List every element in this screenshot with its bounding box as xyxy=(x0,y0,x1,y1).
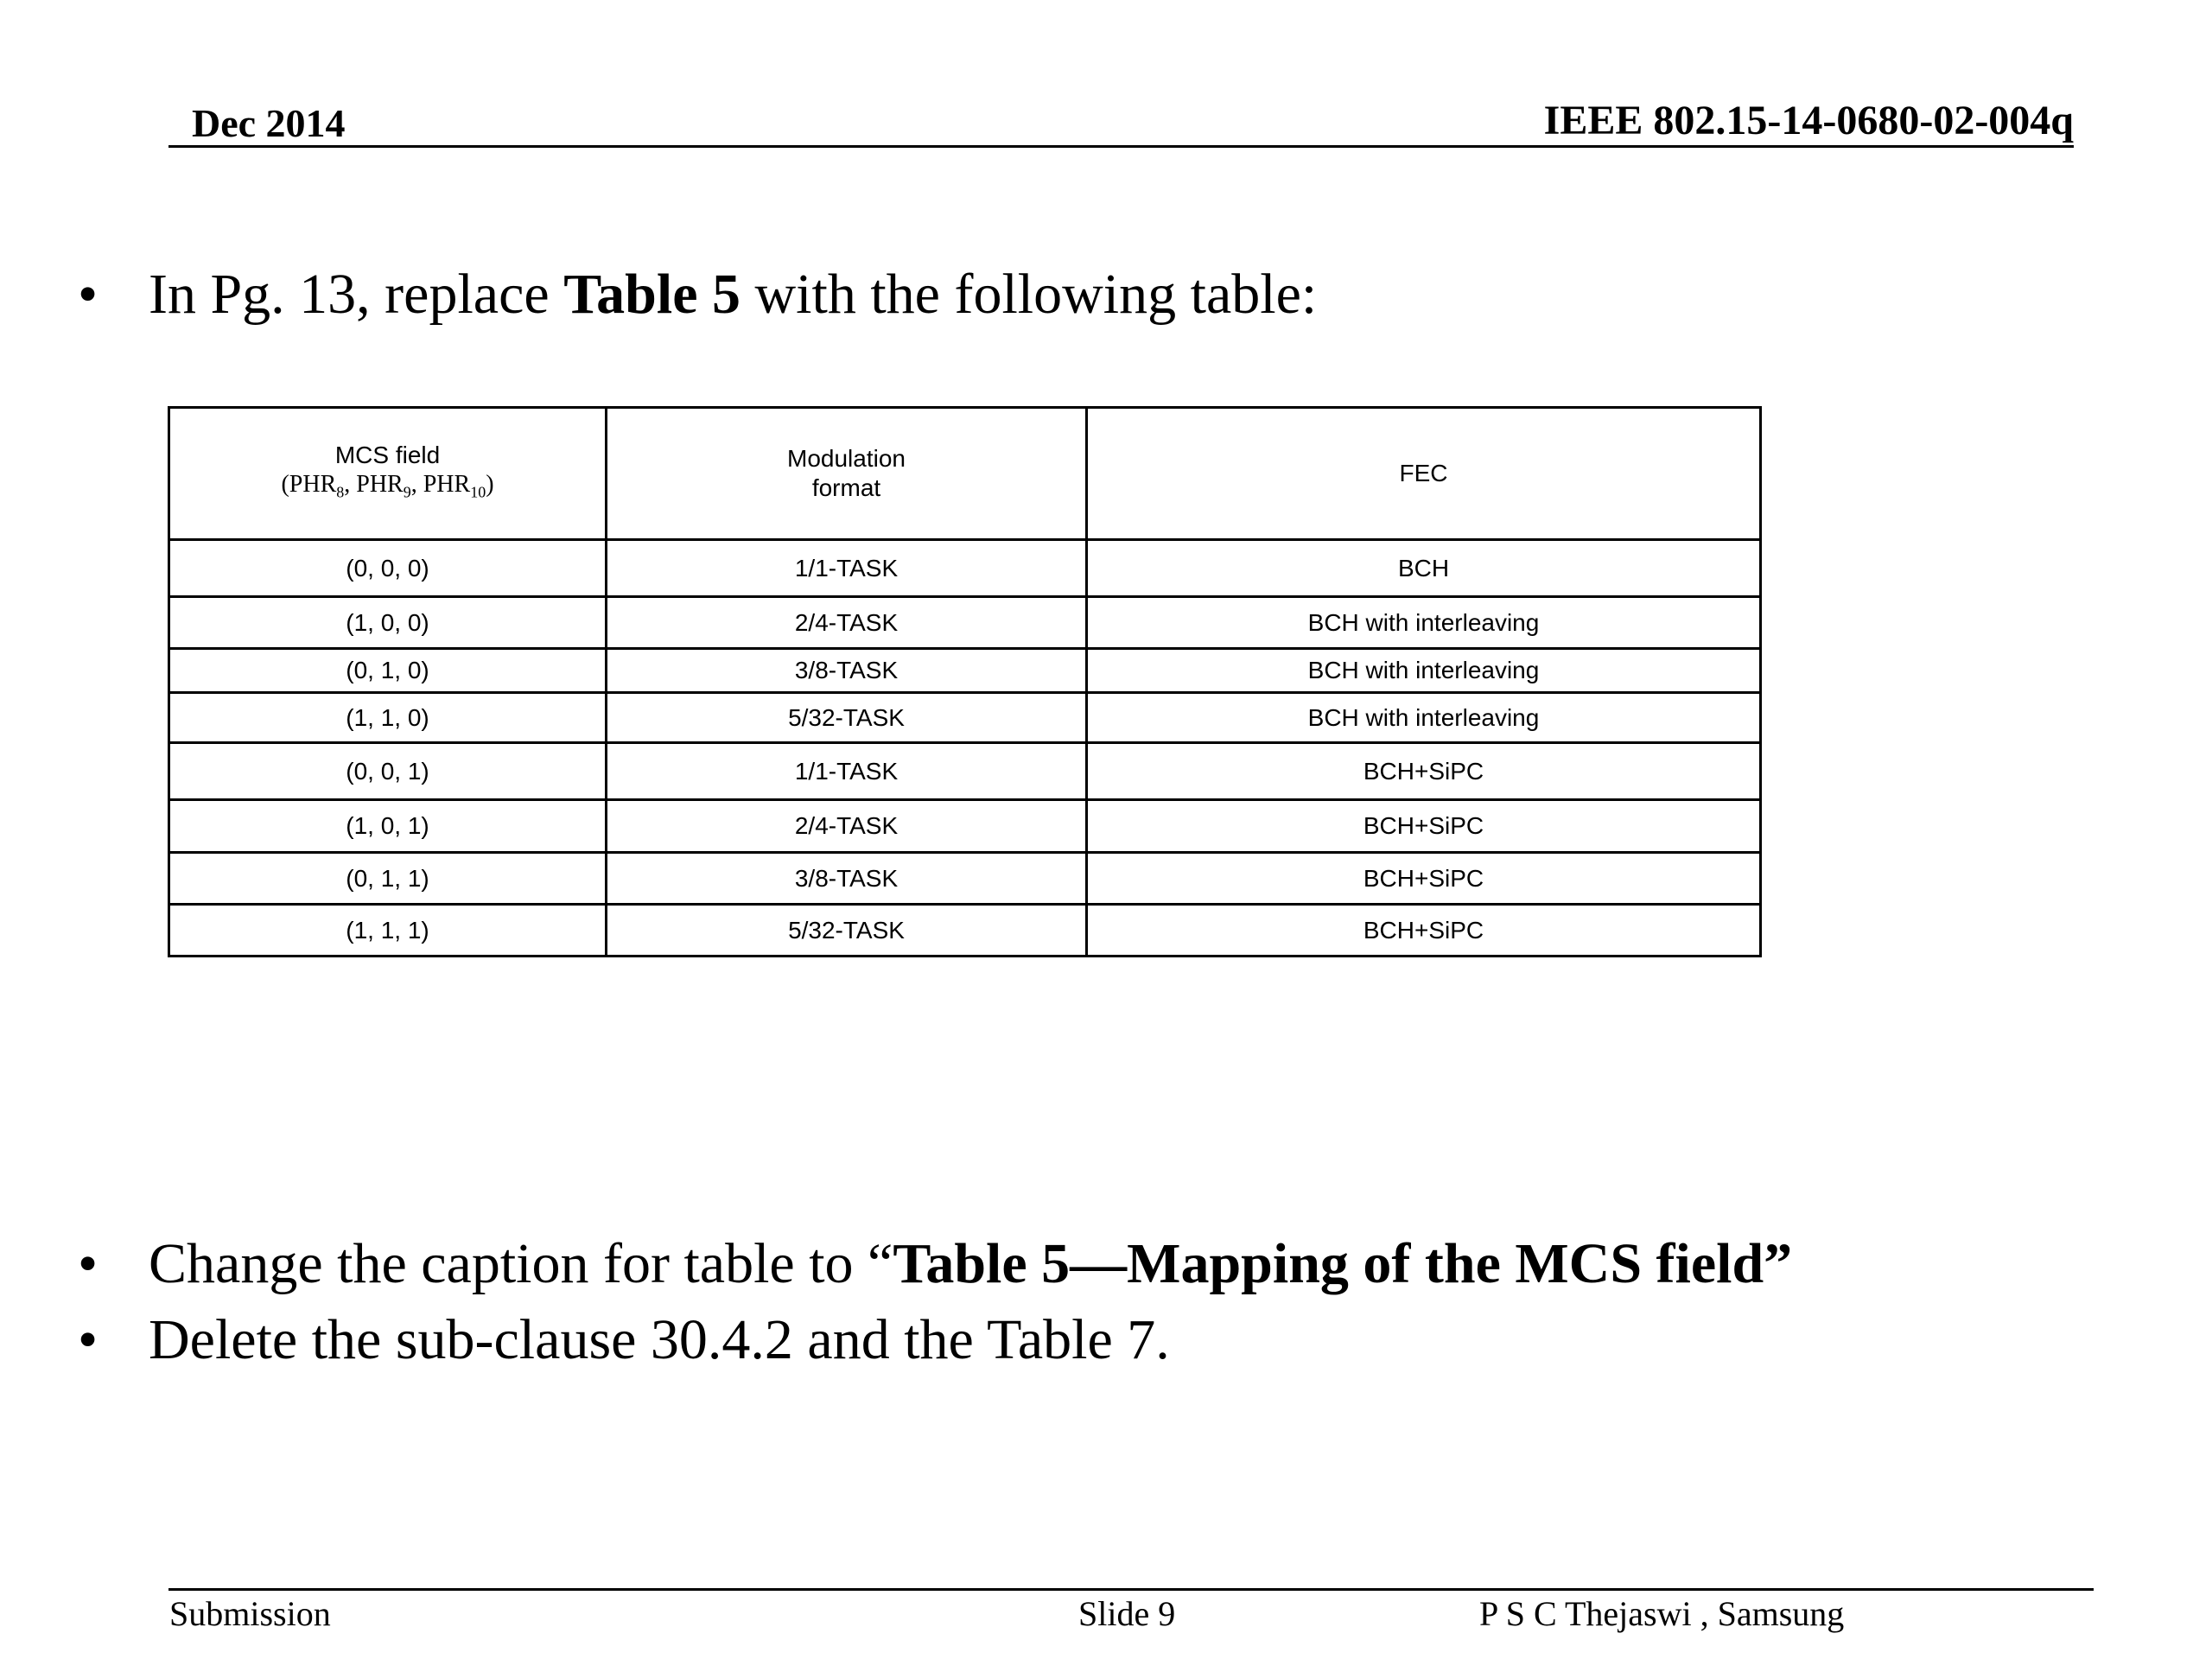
cell-modulation: 1/1-TASK xyxy=(607,540,1087,597)
phr-sub: 8 xyxy=(336,483,345,501)
cell-fec: BCH+SiPC xyxy=(1087,853,1761,905)
cell-mcs: (1, 1, 1) xyxy=(169,905,607,957)
cell-fec: BCH+SiPC xyxy=(1087,800,1761,853)
header-cell-modulation xyxy=(607,408,1087,540)
cell-mcs: (0, 0, 0) xyxy=(169,540,607,597)
cell-mcs: (1, 0, 0) xyxy=(169,597,607,649)
mcs-mapping-table xyxy=(168,406,1762,957)
cell-modulation: 1/1-TASK xyxy=(607,743,1087,800)
phr-prefix: PHR xyxy=(356,470,404,498)
bullet-text: Delete the sub-clause 30.4.2 and the Table 7. xyxy=(149,1308,1170,1371)
cell-mcs: (0, 0, 1) xyxy=(169,743,607,800)
cell-fec: BCH+SiPC xyxy=(1087,905,1761,957)
header-mcs-label: MCS field xyxy=(334,441,441,468)
table-row xyxy=(169,905,1761,957)
footer-divider xyxy=(168,1588,2094,1591)
table-row xyxy=(169,540,1761,597)
phr-sub: 9 xyxy=(403,483,411,501)
table-row xyxy=(169,853,1761,905)
header-mod-line2: format xyxy=(811,474,881,501)
bullet-delete-subclause xyxy=(78,1308,1170,1371)
bullet-dot: • xyxy=(78,1232,99,1295)
cell-modulation: 3/8-TASK xyxy=(607,853,1087,905)
cell-mcs: (0, 1, 0) xyxy=(169,649,607,693)
header-mcs-phr: ($PHR_8$, $PHR_9$, $PHR_{10}$) xyxy=(281,470,494,501)
cell-modulation: 2/4-TASK xyxy=(607,597,1087,649)
cell-modulation: 5/32-TASK xyxy=(607,905,1087,957)
bullet-change-caption xyxy=(78,1232,1793,1295)
footer-slide-number: Slide 9 xyxy=(1078,1594,1176,1633)
header-divider xyxy=(168,145,2074,148)
bullet-dot: • xyxy=(78,1308,99,1371)
header-cell-fec: FEC xyxy=(1087,408,1761,540)
cell-modulation: 2/4-TASK xyxy=(607,800,1087,853)
table-row xyxy=(169,743,1761,800)
table-header-row xyxy=(169,408,1761,540)
bullet-text-pre: In Pg. 13, replace xyxy=(149,263,564,326)
table-row xyxy=(169,693,1761,743)
cell-mcs: (1, 1, 0) xyxy=(169,693,607,743)
cell-fec: BCH+SiPC xyxy=(1087,743,1761,800)
cell-mcs: (1, 0, 1) xyxy=(169,800,607,853)
table-row xyxy=(169,800,1761,853)
bullet-text-post: with the following table: xyxy=(741,263,1318,326)
cell-fec: BCH xyxy=(1087,540,1761,597)
header-doc-id: IEEE 802.15-14-0680-02-004q xyxy=(1543,98,2074,143)
bullet-text-pre: Change the caption for table to “ xyxy=(149,1232,893,1295)
table-row xyxy=(169,649,1761,693)
cell-modulation: 5/32-TASK xyxy=(607,693,1087,743)
cell-modulation: 3/8-TASK xyxy=(607,649,1087,693)
bullet-text-bold: Table 5 xyxy=(563,263,741,326)
bullet-text-bold: Table 5—Mapping of the MCS field” xyxy=(893,1232,1793,1295)
cell-fec: BCH with interleaving xyxy=(1087,693,1761,743)
bullet-replace-table xyxy=(78,263,1318,326)
header-mod-line1: Modulation xyxy=(787,445,906,472)
cell-mcs: (0, 1, 1) xyxy=(169,853,607,905)
cell-fec: BCH with interleaving xyxy=(1087,649,1761,693)
table-row xyxy=(169,597,1761,649)
cell-fec: BCH with interleaving xyxy=(1087,597,1761,649)
bullet-dot: • xyxy=(78,263,99,326)
footer-submission: Submission xyxy=(169,1594,331,1633)
phr-prefix: PHR xyxy=(289,470,337,498)
phr-prefix: PHR xyxy=(423,470,471,498)
header-cell-mcs-field xyxy=(169,408,607,540)
header-date: Dec 2014 xyxy=(192,101,346,145)
footer-author: P S C Thejaswi , Samsung xyxy=(1479,1594,1845,1633)
phr-sub: 10 xyxy=(470,483,486,501)
